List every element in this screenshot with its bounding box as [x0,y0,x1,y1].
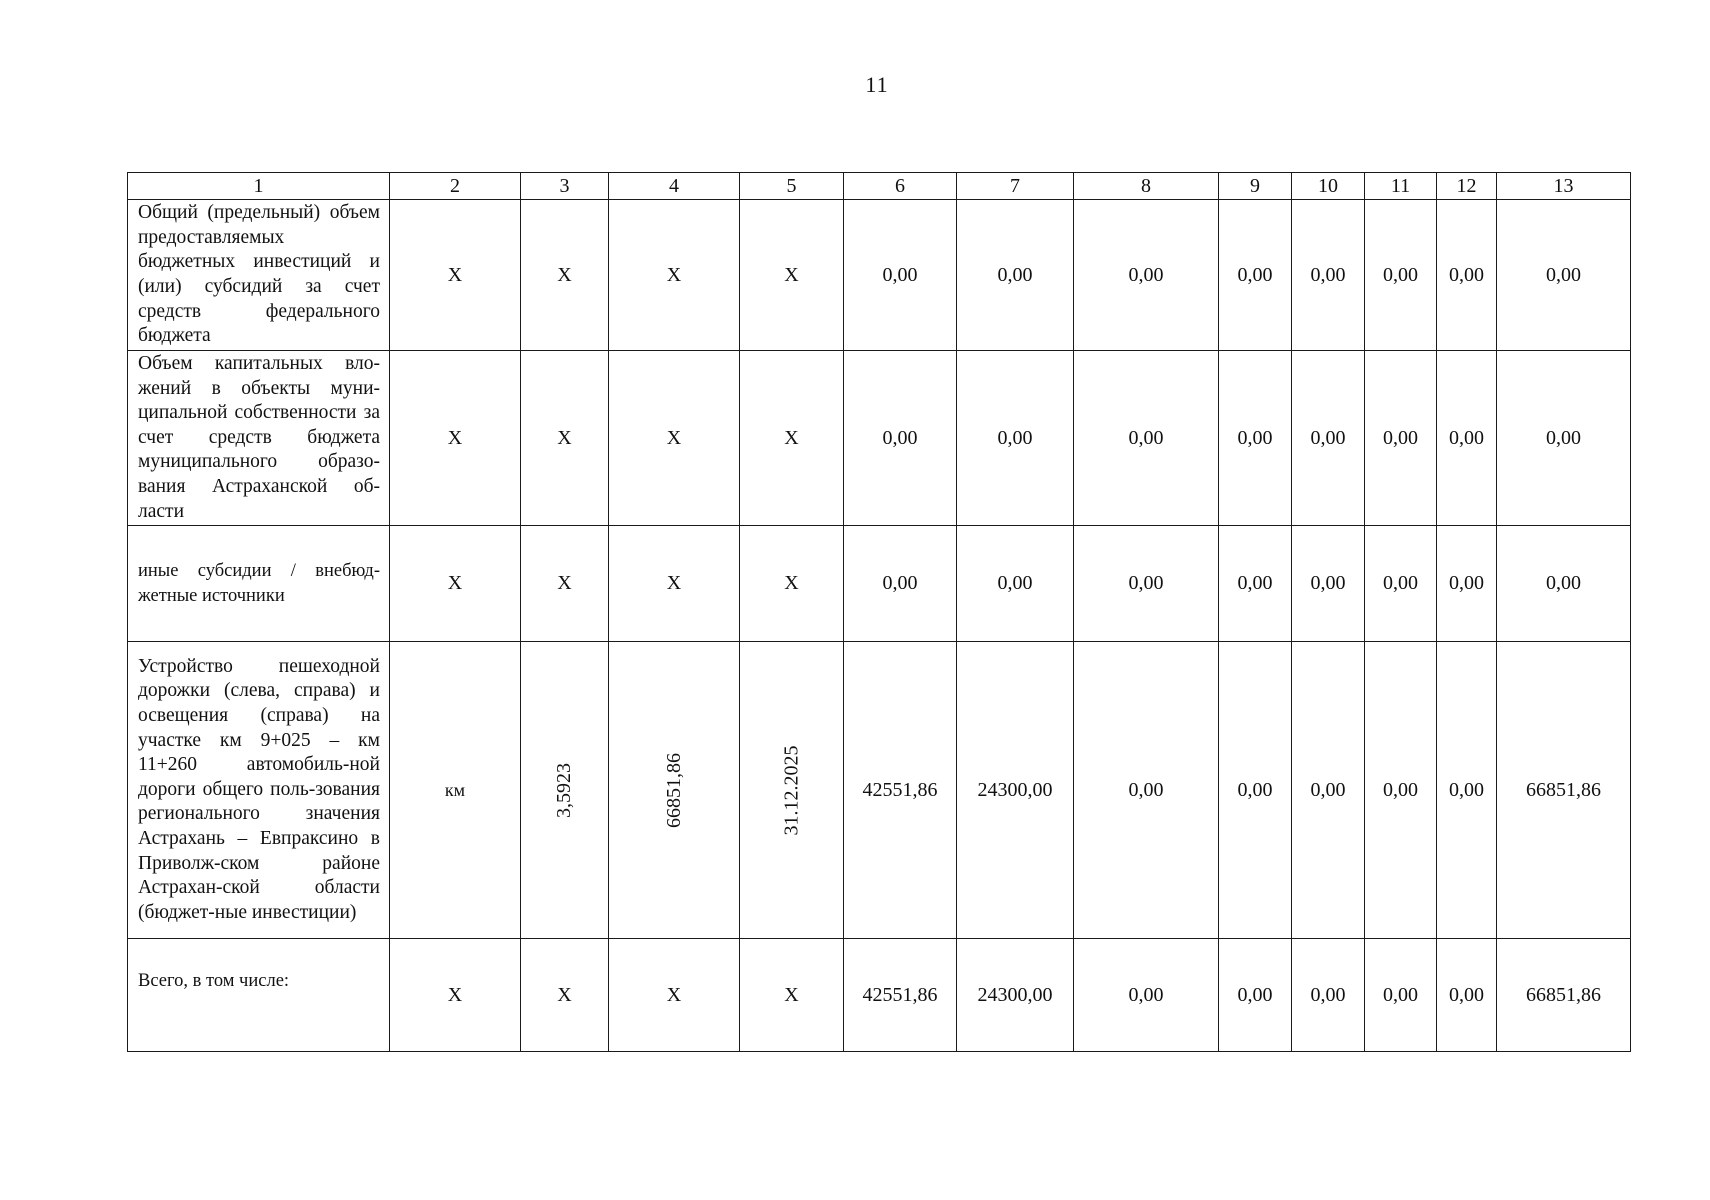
table-cell: Х [521,526,609,642]
row-label: Общий (предельный) объем предоставляемых бюджетных инвестиций и (или) субсидий за счет средств федерального бюджета [128,200,390,351]
table-cell: 0,00 [1219,200,1292,351]
header-cell: 2 [390,173,521,200]
table-cell: Х [609,939,740,1052]
header-cell: 13 [1497,173,1631,200]
table-cell: 66851,86 [1497,642,1631,939]
table-cell: 24300,00 [957,642,1074,939]
table-cell: 0,00 [1365,939,1437,1052]
table-cell: 0,00 [1365,351,1437,526]
table-cell: Х [740,526,844,642]
table-cell: 0,00 [1292,351,1365,526]
table-cell: 0,00 [1437,526,1497,642]
table-cell-unit: км [390,642,521,939]
table-cell: 0,00 [1497,526,1631,642]
table-cell: 0,00 [957,200,1074,351]
table-cell: 0,00 [844,200,957,351]
table-cell-rotated [521,642,609,939]
header-cell: 6 [844,173,957,200]
table-cell: 0,00 [1437,939,1497,1052]
table-cell: Х [740,200,844,351]
table-row [128,939,1631,1052]
table-cell: 0,00 [1074,200,1219,351]
table-cell: Х [390,526,521,642]
table-cell: Х [740,351,844,526]
table-row [128,200,1631,351]
table-cell: 0,00 [1497,351,1631,526]
table-cell: 0,00 [1074,939,1219,1052]
table-cell: 0,00 [1219,526,1292,642]
table-cell: Х [609,200,740,351]
table-cell: 0,00 [1292,642,1365,939]
table-cell: 42551,86 [844,642,957,939]
row-label: Объем капитальных вло-жений в объекты муни-ципальной собственности за счет средств бюджета муниципального образо-вания Астраханской об-ласти [128,351,390,526]
page-number: 11 [865,72,889,97]
table-cell: 66851,86 [1497,939,1631,1052]
table-cell: 0,00 [1497,200,1631,351]
table-header-row [128,173,1631,200]
table-cell: 0,00 [957,351,1074,526]
table-cell: Х [390,351,521,526]
rotated-value: 66851,86 [662,752,685,828]
table-cell: 0,00 [844,526,957,642]
table-cell: 0,00 [957,526,1074,642]
table-cell: 0,00 [1292,939,1365,1052]
table-cell: Х [390,939,521,1052]
table-row [128,526,1631,642]
table-cell: 0,00 [1437,351,1497,526]
table-cell: 0,00 [1437,200,1497,351]
table-cell: Х [521,939,609,1052]
table-cell: Х [609,526,740,642]
table-cell-rotated [740,642,844,939]
table-cell: 42551,86 [844,939,957,1052]
rotated-value: 31.12.2025 [780,745,802,836]
table-cell: 0,00 [1219,351,1292,526]
table-cell: Х [740,939,844,1052]
header-cell: 11 [1365,173,1437,200]
table-cell: 0,00 [1292,526,1365,642]
table-cell: 0,00 [1292,200,1365,351]
table-cell: 0,00 [1074,351,1219,526]
table-cell: 0,00 [844,351,957,526]
header-cell: 7 [957,173,1074,200]
investment-table [127,172,1631,1052]
table-cell: 0,00 [1365,200,1437,351]
header-cell: 3 [521,173,609,200]
header-cell: 10 [1292,173,1365,200]
table-cell: Х [609,351,740,526]
table-cell: 0,00 [1219,642,1292,939]
table-cell: Х [521,351,609,526]
rotated-value: 3,5923 [553,762,575,818]
table-cell: 0,00 [1365,642,1437,939]
table-cell: 0,00 [1219,939,1292,1052]
row-label: Устройство пешеходной дорожки (слева, справа) и освещения (справа) на участке км 9+025 – км 11+260 автомобиль-ной дороги общего поль-зования регионального значения Астрахань – Евпраксино в Приволж-ском районе Астрахан-ской области (бюджет-ные инвестиции) [128,642,390,939]
header-cell: 1 [128,173,390,200]
table-row [128,351,1631,526]
table-cell: 0,00 [1074,642,1219,939]
header-cell: 4 [609,173,740,200]
header-cell: 12 [1437,173,1497,200]
table-cell: 24300,00 [957,939,1074,1052]
header-cell: 9 [1219,173,1292,200]
table-cell: Х [521,200,609,351]
table-cell: 0,00 [1074,526,1219,642]
header-cell: 8 [1074,173,1219,200]
table-cell: 0,00 [1437,642,1497,939]
table-cell: Х [390,200,521,351]
table-cell-rotated [609,642,740,939]
table-row [128,642,1631,939]
row-label: Всего, в том числе: [128,939,390,1052]
row-label: иные субсидии / внебюд-жетные источники [128,526,390,642]
table-cell: 0,00 [1365,526,1437,642]
header-cell: 5 [740,173,844,200]
